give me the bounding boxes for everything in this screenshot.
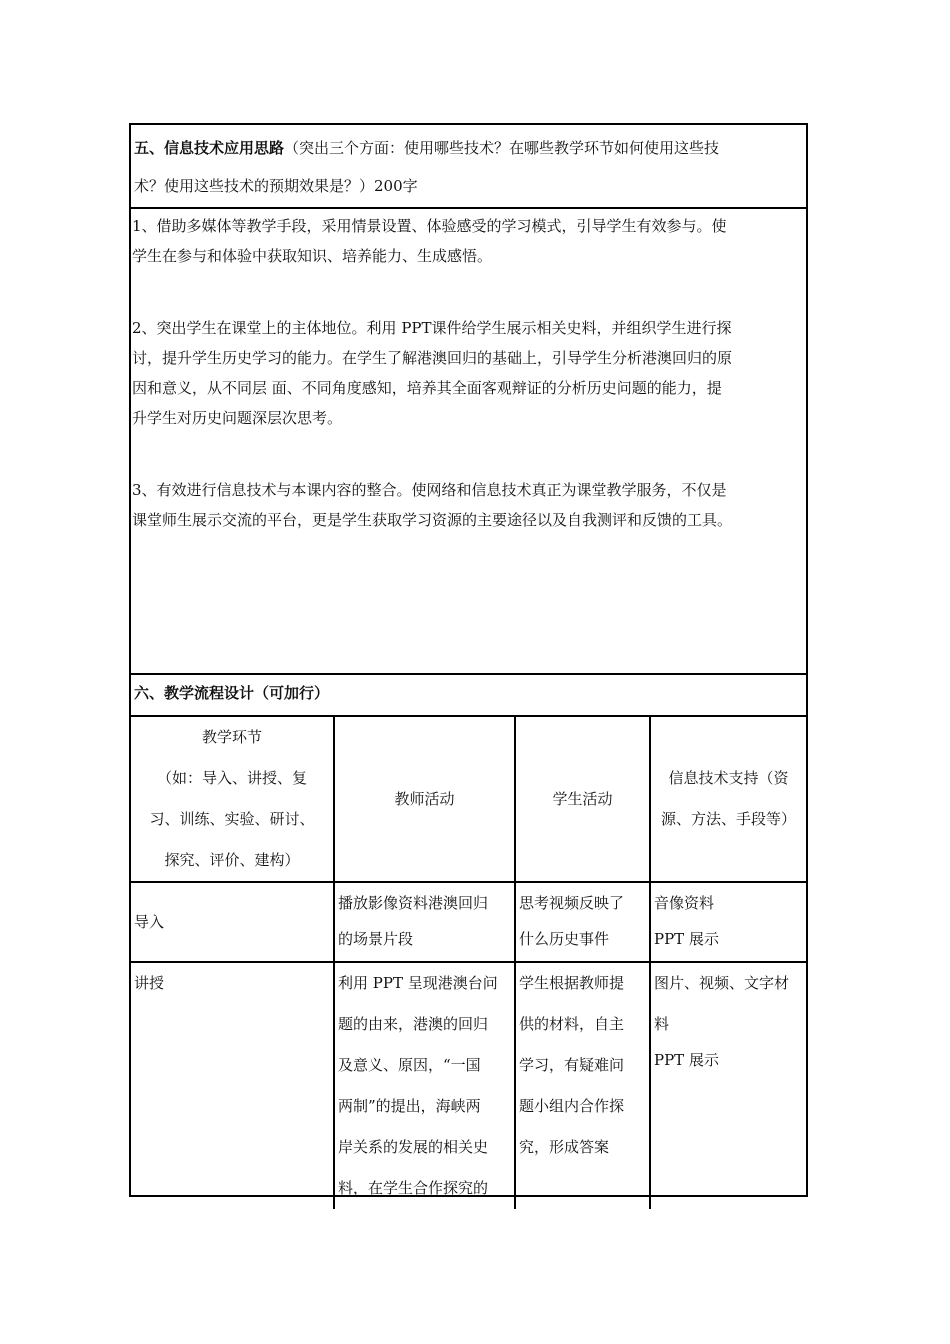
paragraph-2 [132, 313, 802, 433]
section6-header: 六、教学流程设计（可加行） [131, 675, 806, 717]
header-text: 习、训练、实验、研讨、 [149, 810, 315, 828]
header-text: 学生活动 [552, 789, 613, 808]
cell-line: PPT 展示 [654, 930, 719, 948]
header-text: （如：导入、讲授、复 [156, 769, 307, 787]
cell-line: 料，在学生合作探究的 [338, 1179, 489, 1197]
cell-student [515, 882, 650, 962]
cell-tech [650, 882, 806, 962]
table-header-row [131, 717, 806, 882]
text-line: 课堂师生展示交流的平台，更是学生获取学习资源的主要途径以及自我测评和反馈的工具。 [132, 511, 733, 529]
section5-content [131, 209, 806, 675]
cell-line: 什么历史事件 [519, 930, 610, 948]
header-text: 教学环节 [201, 728, 262, 746]
text-line: 因和意义，从不同层 面、不同角度感知，培养其全面客观辩证的分析历史问题的能力，提 [132, 379, 722, 397]
cell-line: 岸关系的发展的相关史 [338, 1138, 489, 1156]
cell-line: 及意义、原因，“一国 [338, 1056, 481, 1074]
cell-line: 学习，有疑难问 [519, 1056, 625, 1074]
header-text: 源、方法、手段等） [660, 810, 796, 828]
table-row [131, 962, 806, 1209]
header-tech [650, 717, 806, 882]
paragraph-1 [132, 211, 802, 271]
text-line: 升学生对历史问题深层次思考。 [132, 409, 343, 427]
cell-line: 音像资料 [654, 894, 715, 912]
cell-line: 题小组内合作探 [519, 1097, 625, 1115]
header-teacher [334, 717, 515, 882]
cell-student [515, 962, 650, 1209]
text-line: 2、突出学生在课堂上的主体地位。利用 PPT课件给学生展示相关史料，并组织学生进行探 [132, 319, 732, 337]
paragraph-3 [132, 475, 802, 535]
cell-line: 两制”的提出，海峡两 [338, 1097, 481, 1115]
table-row [131, 882, 806, 962]
header-text: 探究、评价、建构） [164, 851, 300, 869]
section5-title-bold: 五、信息技术应用思路 [134, 139, 285, 157]
cell-line: 利用 PPT 呈现港澳台问 [338, 974, 498, 992]
text-line: 3、有效进行信息技术与本课内容的整合。使网络和信息技术真正为课堂教学服务，不仅是 [132, 481, 727, 499]
cell-line: 究，形成答案 [519, 1138, 610, 1156]
cell-tech [650, 962, 806, 1209]
header-stage [131, 717, 334, 882]
header-student [515, 717, 650, 882]
text-line: 1、借助多媒体等教学手段，采用情景设置、体验感受的学习模式，引导学生有效参与。使 [132, 217, 727, 235]
teaching-flow-table [131, 717, 806, 1209]
cell-line: PPT 展示 [654, 1051, 719, 1069]
text-line: 学生在参与和体验中获取知识、培养能力、生成感悟。 [132, 247, 493, 265]
cell-stage: 导入 [131, 882, 334, 962]
section5-title-note: （突出三个方面：使用哪些技术？在哪些教学环节如何使用这些技 [284, 139, 720, 157]
cell-teacher [334, 882, 515, 962]
section5-title-line1 [134, 129, 802, 167]
cell-stage: 讲授 [131, 962, 334, 1209]
cell-line: 供的材料，自主 [519, 1015, 625, 1033]
cell-line: 思考视频反映了 [519, 894, 625, 912]
text-line: 讨，提升学生历史学习的能力。在学生了解港澳回归的基础上，引导学生分析港澳回归的原 [132, 349, 733, 367]
cell-teacher [334, 962, 515, 1209]
cell-line: 图片、视频、文字材 [654, 974, 790, 992]
cell-line: 播放影像资料港澳回归 [338, 894, 489, 912]
header-text: 信息技术支持（资 [668, 769, 789, 787]
header-text: 教师活动 [394, 789, 455, 808]
cell-line: 学生根据教师提 [519, 974, 625, 992]
section5-header [131, 125, 806, 209]
lesson-plan-table [129, 123, 808, 1197]
section5-title-line2: 术？使用这些技术的预期效果是？）200字 [134, 177, 418, 195]
cell-line: 的场景片段 [338, 930, 414, 948]
cell-line: 料 [654, 1015, 670, 1033]
cell-line: 题的由来，港澳的回归 [338, 1015, 489, 1033]
